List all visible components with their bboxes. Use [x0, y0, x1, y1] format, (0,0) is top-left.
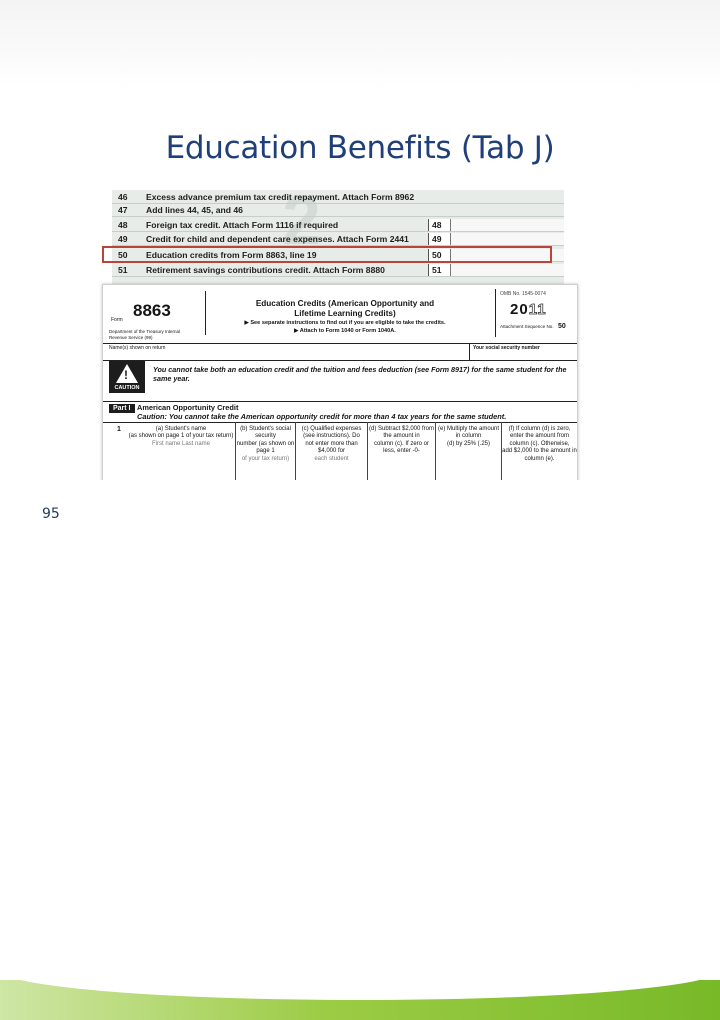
part-i-header	[103, 401, 577, 423]
column-extra: of your tax return)	[241, 455, 290, 462]
part-title: American Opportunity Credit	[137, 403, 239, 412]
form-1040-row	[112, 204, 564, 217]
column-e	[435, 422, 501, 481]
column-head: (f) If column (d) is zero, enter the amount from column (c). Otherwise,	[508, 426, 571, 447]
line-number: 46	[118, 192, 128, 202]
form-1040-row	[112, 191, 564, 204]
form-title-line1: Education Credits (American Opportunity and	[255, 299, 435, 308]
line-text: Foreign tax credit. Attach Form 1116 if required	[146, 220, 339, 230]
line-number: 50	[118, 250, 128, 260]
column-head: (b) Student's social security	[240, 426, 291, 440]
line-number: 49	[118, 234, 128, 244]
form-title-block	[215, 299, 475, 335]
column-head: (a) Student's name	[155, 426, 207, 432]
caution-label: CAUTION	[114, 385, 140, 391]
column-body: add $2,000 to the amount in column (e).	[502, 448, 577, 462]
line-text: Credit for child and dependent care expenses. Attach Form 2441	[146, 234, 409, 244]
column-c	[295, 422, 367, 481]
form-1040-row	[112, 264, 564, 277]
column-body: number (as shown on page 1	[236, 440, 295, 455]
ssn-field-label: Your social security number	[469, 344, 540, 360]
department-code: (99)	[144, 335, 153, 340]
form-attach-note: ▶ Attach to Form 1040 or Form 1040A.	[294, 328, 396, 334]
column-d	[367, 422, 435, 481]
department-label	[109, 329, 189, 341]
part-title-block	[137, 403, 506, 421]
name-field-label: Name(s) shown on return	[109, 345, 166, 351]
line-number: 48	[118, 220, 128, 230]
sequence-number: 50	[558, 323, 566, 330]
omb-number: OMB No. 1545-0074	[500, 291, 546, 297]
form-label: Form	[111, 317, 123, 323]
column-head: (c) Qualified expenses (see instructions). Do	[301, 426, 362, 440]
form-title-line2: Lifetime Learning Credits)	[294, 309, 396, 318]
amount-field	[450, 233, 564, 245]
form-year-block	[495, 289, 576, 337]
amount-field	[450, 264, 564, 276]
line-text: Retirement savings contributions credit. Attach Form 8880	[146, 265, 385, 275]
caution-text: You cannot take both an education credit and the tuition and fees deduction (see Form 8917) for the same student for the same year.	[153, 365, 567, 383]
amount-field	[450, 219, 564, 231]
attachment-label: Attachment Sequence No.	[500, 324, 554, 329]
line-number: 1	[117, 426, 121, 433]
column-extra: each student	[314, 455, 349, 462]
watermark-graphic: 2	[282, 190, 321, 259]
tax-year-suffix: 11	[528, 301, 547, 318]
tax-year	[510, 301, 547, 318]
column-a	[127, 422, 235, 481]
line-box: 49	[428, 233, 450, 245]
line-text: Add lines 44, 45, and 46	[146, 205, 243, 215]
line-number: 47	[118, 205, 128, 215]
form-1040-row	[112, 233, 564, 246]
line-50-highlight-box	[102, 246, 552, 263]
column-body: not enter more than $4,000 for	[305, 440, 358, 455]
slide-title: Education Benefits (Tab J)	[165, 130, 555, 166]
line-box: 50	[428, 249, 450, 261]
column-head: (e) Multiply the amount in column	[437, 426, 500, 440]
exclamation-glyph: !	[124, 368, 128, 382]
student-columns	[103, 422, 577, 481]
caution-icon	[109, 361, 145, 393]
page-number: 95	[42, 506, 60, 522]
column-extra: First name Last name	[151, 440, 211, 447]
form-1040-excerpt	[112, 190, 564, 286]
column-b	[235, 422, 295, 481]
form-instruction-note: ▶ See separate instructions to find out if you are eligible to take the credits.	[244, 320, 446, 326]
line-box: 51	[428, 264, 450, 276]
form-number: 8863	[133, 301, 171, 320]
column-body: (as shown on page 1 of your tax return)	[128, 433, 234, 440]
slide-top-band	[0, 0, 720, 90]
form-1040-row	[112, 219, 564, 232]
line-text: Excess advance premium tax credit repayment. Attach Form 8962	[146, 192, 415, 202]
line-box: 48	[428, 219, 450, 231]
department-text: Department of the Treasury Internal Revenue Service	[109, 329, 181, 340]
part-caution: Caution: You cannot take the American opportunity credit for more than 4 tax years for the same student.	[137, 412, 507, 421]
form-8863-excerpt	[102, 284, 578, 482]
column-head: (d) Subtract $2,000 from the amount in	[368, 426, 435, 440]
column-body: (d) by 25% (.25)	[446, 440, 491, 447]
slide-footer	[0, 480, 720, 540]
tax-year-prefix: 20	[510, 301, 529, 318]
line-text: Education credits from Form 8863, line 19	[146, 250, 317, 260]
column-f	[501, 422, 577, 481]
name-ssn-row	[103, 343, 577, 361]
part-label: Part I	[109, 404, 135, 413]
column-body: column (c). If zero or less, enter -0-	[373, 440, 429, 455]
line-number: 51	[118, 265, 128, 275]
